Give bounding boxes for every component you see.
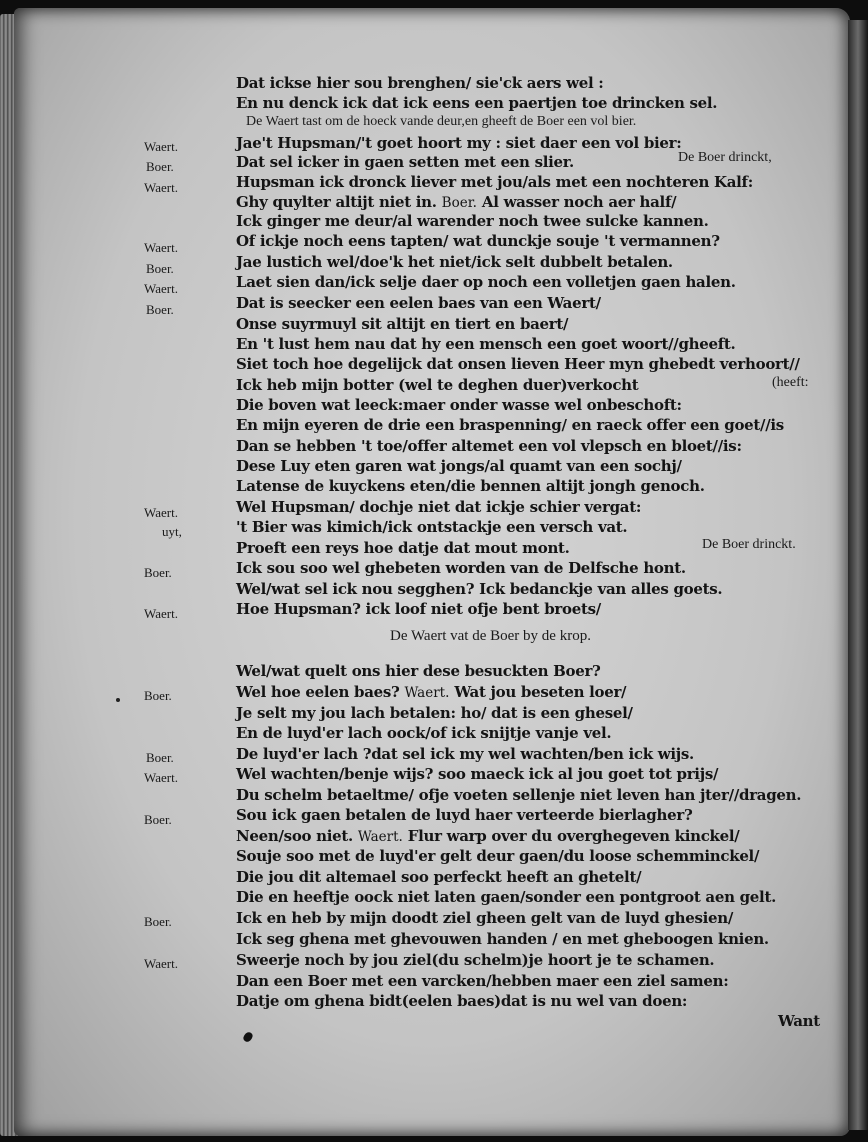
speaker-label: Boer.: [144, 812, 172, 827]
text-line: En 't lust hem nau dat hy een mensch een goet woort//gheeft.: [236, 335, 736, 353]
speaker-label: Boer.: [146, 750, 174, 765]
text-line: Ick en heb by mijn doodt ziel gheen gelt van de luyd ghesien/: [236, 909, 734, 927]
stage-direction: De Waert vat de Boer by de krop.: [390, 628, 591, 644]
text-line: Ick heb mijn botter (wel te deghen duer)verkocht: [236, 376, 639, 394]
speaker-label: Boer.: [146, 261, 174, 276]
stage-direction: De Boer drinckt,: [678, 150, 772, 165]
text-line: En nu denck ick dat ick eens een paertjen toe drincken sel.: [236, 94, 718, 112]
text-line: Dat is seecker een eelen baes van een Waert/: [236, 294, 601, 312]
text-line: Proeft een reys hoe datje dat mout mont.: [236, 539, 570, 557]
text-line: Die jou dit altemael soo perfeckt heeft an ghetelt/: [236, 868, 642, 886]
ink-dot: [116, 698, 120, 702]
text-line: Sou ick gaen betalen de luyd haer verteerde bierlagher?: [236, 806, 693, 824]
stage-direction: De Waert tast om de hoeck vande deur,en gheeft de Boer een vol bier.: [246, 114, 637, 129]
text-line: Je selt my jou lach betalen: ho/ dat is een ghesel/: [236, 704, 633, 722]
text-line: Die boven wat leeck:maer onder wasse wel onbeschoft:: [236, 396, 682, 414]
text-line: En mijn eyeren de drie een braspenning/ en raeck offer een goet//is: [236, 416, 784, 434]
speaker-label: Waert.: [144, 770, 178, 785]
speaker-label: Boer.: [146, 159, 174, 174]
text-line: Hoe Hupsman? ick loof niet ofje bent broets/: [236, 600, 601, 618]
speaker-label: Waert.: [144, 281, 178, 296]
inline-speaker-label: Boer.: [441, 195, 477, 211]
speaker-label: Boer.: [144, 565, 172, 580]
text-line: De luyd'er lach ?dat sel ick my wel wachten/ben ick wijs.: [236, 745, 694, 763]
text-line: Neen/soo niet. Waert. Flur warp over du overghegeven kinckel/: [236, 827, 740, 845]
inline-speaker-label: Waert.: [357, 829, 403, 845]
text-line: Souje soo met de luyd'er gelt deur gaen/du loose schemminckel/: [236, 847, 760, 865]
text-line: Siet toch hoe degelijck dat onsen lieven Heer myn ghebedt verhoort//: [236, 355, 800, 373]
speaker-label: Waert.: [144, 240, 178, 255]
text-line: Jae't Hupsman/'t goet hoort my : siet daer een vol bier:: [236, 134, 682, 152]
text-line: Hupsman ick dronck liever met jou/als met een nochteren Kalf:: [236, 173, 753, 191]
text-line: Die en heeftje oock niet laten gaen/sonder een pontgroot aen gelt.: [236, 888, 776, 906]
text-line: Wel/wat quelt ons hier dese besuckten Boer?: [236, 662, 601, 680]
text-line: Jae lustich wel/doe'k het niet/ick selt dubbelt betalen.: [236, 253, 673, 271]
speaker-label: Waert.: [144, 606, 178, 621]
speaker-label: Boer.: [144, 914, 172, 929]
inline-speaker-label: Waert.: [404, 685, 450, 701]
text-line: Dan een Boer met een varcken/hebben maer een ziel samen:: [236, 972, 729, 990]
text-line: Ghy quylter altijt niet in. Boer. Al wasser noch aer half/: [236, 193, 677, 211]
text-line: Ick ginger me deur/al warender noch twee sulcke kannen.: [236, 212, 709, 230]
text-line: Wel wachten/benje wijs? soo maeck ick al jou goet tot prijs/: [236, 765, 719, 783]
text-line: Wel Hupsman/ dochje niet dat ickje schier vergat:: [236, 498, 642, 516]
text-line: Sweerje noch by jou ziel(du schelm)je hoort je te schamen.: [236, 951, 715, 969]
text-line: Ick seg ghena met ghevouwen handen / en met gheboogen knien.: [236, 930, 769, 948]
speaker-label: Waert.: [144, 139, 178, 154]
text-line: Wel/wat sel ick nou segghen? Ick bedanckje van alles goets.: [236, 580, 723, 598]
text-line: Wel hoe eelen baes? Waert. Wat jou beseten loer/: [236, 683, 627, 701]
text-line: Dat sel icker in gaen setten met een slier.: [236, 153, 574, 171]
speaker-label: Boer.: [144, 688, 172, 703]
speaker-label: Waert.: [144, 956, 178, 971]
text-line: En de luyd'er lach oock/of ick snijtje vanje vel.: [236, 724, 612, 742]
text-line: Of ickje noch eens tapten/ wat dunckje souje 't vermannen?: [236, 232, 720, 250]
text-line: Onse suyrmuyl sit altijt en tiert en baert/: [236, 315, 569, 333]
stage-direction: De Boer drinckt.: [702, 537, 796, 552]
speaker-label: Boer.: [146, 302, 174, 317]
speaker-label: Waert.: [144, 180, 178, 195]
text-line: Datje om ghena bidt(eelen baes)dat is nu wel van doen:: [236, 992, 688, 1010]
speaker-label: Waert.: [144, 505, 178, 520]
binding-edge: [848, 20, 868, 1130]
text-line: 't Bier was kimich/ick ontstackje een versch vat.: [236, 518, 628, 536]
text-line: Dat ickse hier sou brenghen/ sie'ck aers wel :: [236, 74, 604, 92]
catchword: Want: [778, 1012, 820, 1030]
text-line: Dese Luy eten garen wat jongs/al quamt van een sochj/: [236, 457, 682, 475]
text-line: Du schelm betaeltme/ ofje voeten sellenje niet leven han jter//dragen.: [236, 786, 802, 804]
text-line: Laet sien dan/ick selje daer op noch een volletjen gaen halen.: [236, 273, 736, 291]
text-line: Ick sou soo wel ghebeten worden van de Delfsche hont.: [236, 559, 686, 577]
line-continuation: (heeft:: [772, 375, 809, 390]
text-line: Dan se hebben 't toe/offer altemet een vol vlepsch en bloet//is:: [236, 437, 742, 455]
text-line: Latense de kuyckens eten/die bennen altijt jongh genoch.: [236, 477, 705, 495]
speaker-label: uyt,: [162, 524, 182, 539]
